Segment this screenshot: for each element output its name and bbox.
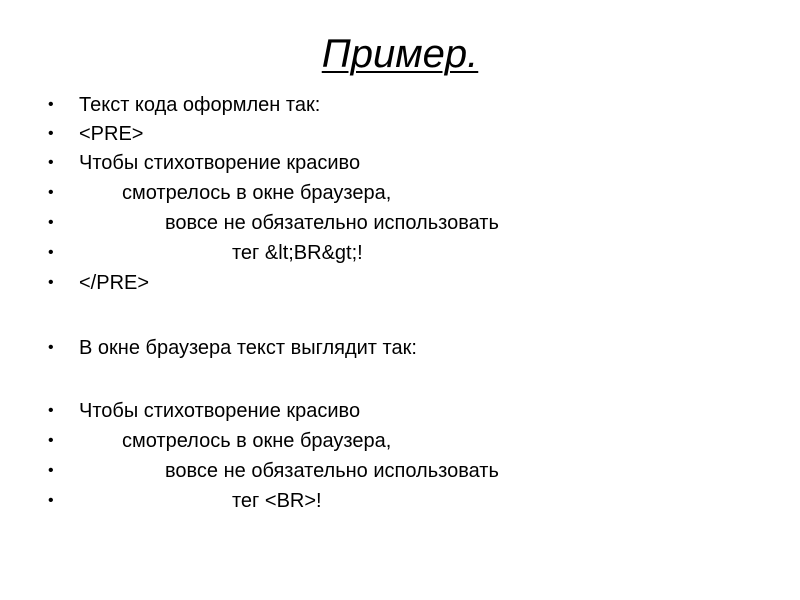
bullet-text: Чтобы стихотворение красиво (79, 152, 361, 174)
bullet-dot-icon: • (48, 274, 54, 291)
bullet-text: <PRE> (79, 123, 144, 145)
bullet-dot-icon: • (48, 432, 54, 449)
bullet-dot-icon: • (48, 154, 54, 171)
bullet-dot-icon: • (48, 339, 54, 356)
bullet-dot-icon: • (48, 402, 54, 419)
bullet-text: тег <BR>! (232, 490, 322, 512)
bullet-text: </PRE> (79, 272, 150, 294)
bullet-dot-icon: • (48, 244, 54, 261)
bullet-text: смотрелось в окне браузера, (122, 430, 392, 452)
bullet-dot-icon: • (48, 214, 54, 231)
bullet-dot-icon: • (48, 462, 54, 479)
bullet-dot-icon: • (48, 184, 54, 201)
bullet-text: смотрелось в окне браузера, (122, 182, 392, 204)
bullet-dot-icon: • (48, 125, 54, 142)
bullet-text: вовсе не обязательно использовать (165, 460, 499, 482)
bullet-text: тег &lt;BR&gt;! (232, 242, 363, 264)
bullet-text: В окне браузера текст выглядит так: (79, 337, 417, 359)
slide-title: Пример. (321, 32, 479, 76)
bullet-dot-icon: • (48, 96, 54, 113)
bullet-text: Чтобы стихотворение красиво (79, 400, 361, 422)
bullet-text: вовсе не обязательно использовать (165, 212, 499, 234)
bullet-dot-icon: • (48, 492, 54, 509)
bullet-text: Текст кода оформлен так: (79, 94, 321, 116)
